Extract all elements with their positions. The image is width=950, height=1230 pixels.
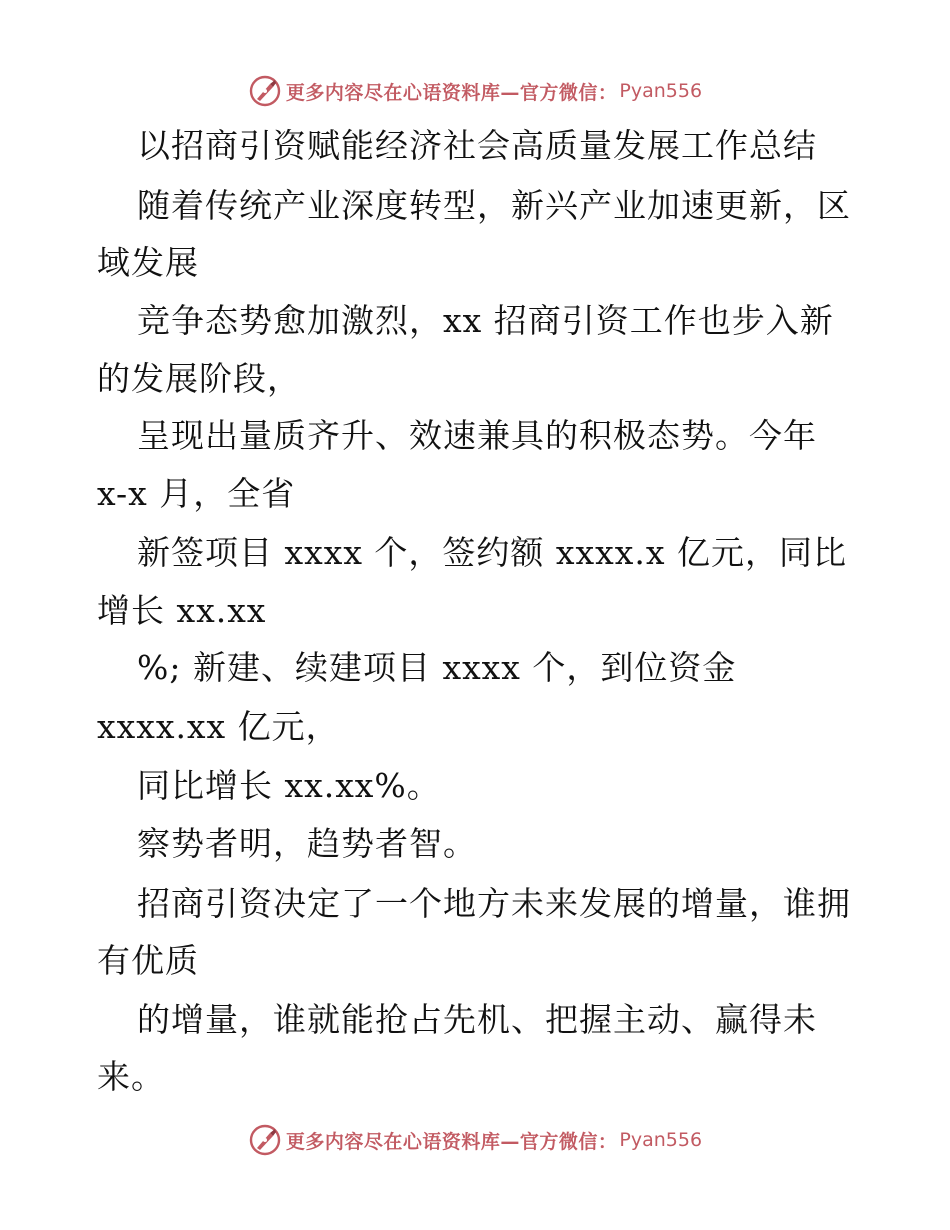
text-line: 域发展	[97, 243, 199, 282]
text-line: x-x 月，全省	[97, 474, 296, 513]
header-banner-text: 更多内容尽在心语资料库—官方微信：	[285, 81, 618, 104]
header-watermark-banner	[0, 71, 950, 111]
text-line: 同比增长 xx.xx%。	[137, 766, 441, 805]
document-title: 以招商引资赋能经济社会高质量发展工作总结	[137, 126, 817, 165]
text-line: 呈现出量质齐升、效速兼具的积极态势。今年	[137, 416, 817, 455]
text-line: %; 新建、续建项目 xxxx 个，到位资金	[137, 648, 737, 687]
text-line: 增长 xx.xx	[97, 591, 267, 630]
text-line: 的增量，谁就能抢占先机、把握主动、赢得未	[137, 1000, 817, 1039]
footer-watermark-banner	[0, 1120, 950, 1160]
text-line: xxxx.xx 亿元，	[97, 707, 340, 746]
text-line: 招商引资决定了一个地方未来发展的增量，谁拥	[137, 884, 851, 923]
text-line: 察势者明，趋势者智。	[137, 824, 477, 863]
text-line: 有优质	[97, 941, 199, 980]
footer-banner-wechat-id: Pyan556	[619, 1129, 703, 1151]
text-line: 来。	[97, 1057, 165, 1096]
footer-banner-text: 更多内容尽在心语资料库—官方微信：	[285, 1130, 618, 1153]
text-line: 竞争态势愈加激烈，xx 招商引资工作也步入新	[137, 301, 834, 340]
header-banner-wechat-id: Pyan556	[619, 80, 703, 102]
text-line: 新签项目 xxxx 个，签约额 xxxx.x 亿元，同比	[137, 533, 847, 572]
text-line: 随着传统产业深度转型，新兴产业加速更新，区	[137, 186, 851, 225]
text-line: 的发展阶段，	[97, 359, 301, 398]
quill-pen-logo-icon	[248, 74, 282, 108]
quill-pen-logo-icon	[248, 1123, 282, 1157]
